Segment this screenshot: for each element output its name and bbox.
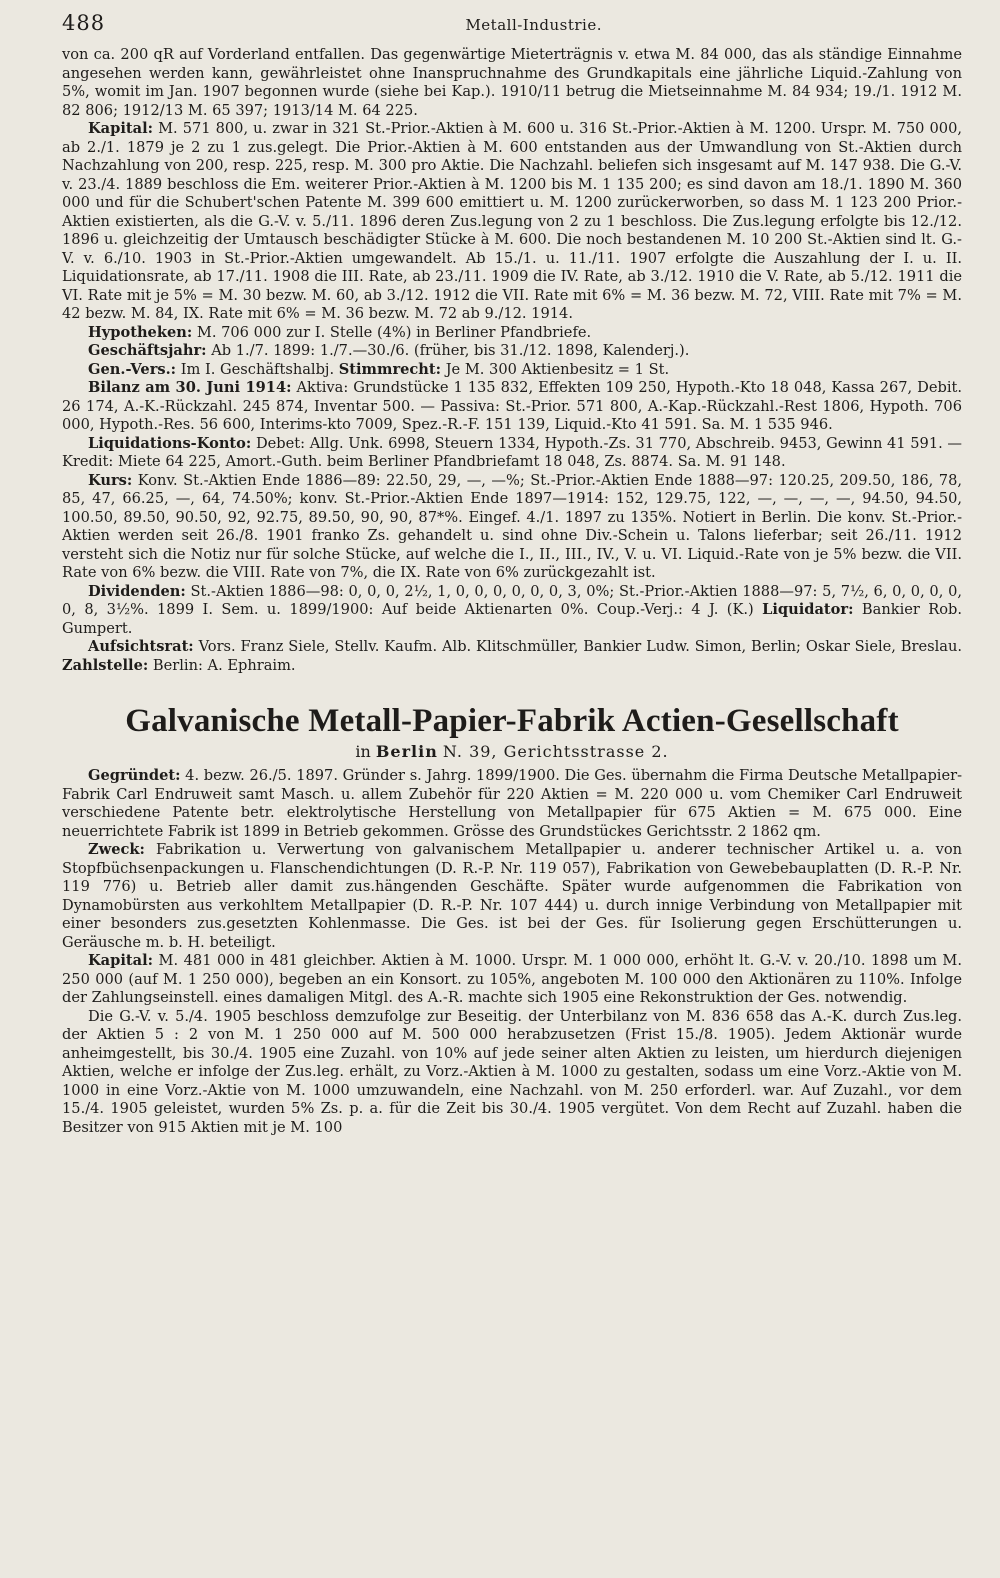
gegruendet-paragraph: Gegründet: 4. bezw. 26./5. 1897. Gründer s. Jahrg. 1899/1900. Die Ges. übernahm die Firma Deutsche Metallpapier-Fabrik Carl Endruweit samt Masch. u. allem Zubehör für 220 Aktien = M. 220 000 u. vom Chemiker Carl Endruweit verschiedene Patente betr. elektrolytische Herstellung von Metallpapier für 675 Aktien = M. 675 000. Eine neuerrichtete Fabrik ist 1899 in Betrieb gekommen. Grösse des Grundstückes Gerichtsstr. 2 1862 qm. <box>62 767 963 840</box>
kurs-label: Kurs: <box>88 471 133 489</box>
bilanz-label: Bilanz am 30. Juni 1914: <box>88 379 292 396</box>
hypotheken-paragraph: Hypotheken: M. 706 000 zur I. Stelle (4%) in Berliner Pfandbriefe. <box>88 323 592 341</box>
company-location: in Berlin N. 39, Gerichtsstrasse 2. <box>355 742 669 761</box>
liquidations-konto-label: Liquidations-Konto: <box>88 434 252 452</box>
company-title: Galvanische Metall-Papier-Fabrik Actien-Gesellschaft <box>125 703 899 739</box>
running-title: Metall-Industrie. <box>465 16 602 34</box>
kurs-paragraph: Kurs: Konv. St.-Aktien Ende 1886—89: 22.50, 29, —, —%; St.-Prior.-Aktien Ende 1888—97: 120.25, 209.50, 186, 78, 85, 47, 66.25, —, 64, 74.50%; konv. St.-Prior.-Aktien Ende 1897—1914: 152, 129.75, 122, —, —, —, —, 94.50, 94.50, 100.50, 89.50, 90.50, 92, 92.75, 89.50, 90, 90, 87*%. Eingef. 4./1. 1897 zu 135%. Notiert in Berlin. Die konv. St.-Prior.-Aktien werden seit 26./8. 1901 franko Zs. gehandelt u. sind ohne Div.-Schein u. Talons lieferbar; seit 26./11. 1912 versteht sich die Notiz nur für solche Stücke, auf welche die I., II., III., IV., V. u. VI. Liquid.-Rate von je 5% bezw. die VII. Rate von 6% bezw. die VIII. Rate von 7%, die IX. Rate von 6% zurückgezahlt ist. <box>62 471 962 581</box>
liquidator-label: Liquidator: <box>762 601 854 618</box>
geschaeftsjahr-label: Geschäftsjahr: <box>88 342 207 359</box>
company-entry <box>62 767 962 1137</box>
dividenden-label: Dividenden: <box>88 582 186 600</box>
zweck-paragraph: Zweck: Fabrikation u. Verwertung von galvanischem Metallpapier u. anderer technischer Artikel u. a. von Stopfbüchsenpackungen u. Flanschendichtungen (D. R.-P. Nr. 119 057), Fabrikation von Gewebebauplatten (D. R.-P. Nr. 119 776) u. Betrieb aller damit zus.hängenden Geschäfte. Später wurde aufgenommen die Fabrikation von Dynamobürsten aus verkohltem Metallpapier (D. R.-P. Nr. 107 444) u. durch innige Verbindung von Metallpapier mit einer besonders zus.gesetzten Kohlenmasse. Die Ges. ist bei der Ges. für Isolierung gegen Erschütterungen u. Geräusche m. b. H. beteiligt. <box>62 841 963 951</box>
gegruendet-label: Gegründet: <box>88 767 181 784</box>
kapital-paragraph: Kapital: M. 571 800, u. zwar in 321 St.-Prior.-Aktien à M. 600 u. 316 St.-Prior.-Aktien à M. 1200. Urspr. M. 750 000, ab 2./1. 1879 je 2 zu 1 zus.gelegt. Die Prior.-Aktien à M. 600 entstanden aus der Umwandlung von St.-Aktien durch Nachzahlung von 200, resp. 225, resp. M. 300 pro Aktie. Die Nachzahl. beliefen sich insgesamt auf M. 147 938. Die G.-V. v. 23./4. 1889 beschloss die Em. weiterer Prior.-Aktien à M. 1200 bis M. 1 135 200; es sind davon am 18./1. 1890 M. 360 000 und für die Schubert'schen Patente M. 399 600 emittiert u. M. 1200 zurückerworben, so dass M. 1 123 200 Prior.-Aktien existierten, als die G.-V. v. 5./11. 1896 deren Zus.legung von 2 zu 1 beschloss. Die Zus.legung erfolgte bis 12./12. 1896 u. gleichzeitig der Umtausch beschädigter Stücke à M. 600. Die noch bestandenen M. 10 200 St.-Aktien sind lt. G.-V. v. 6./10. 1903 in St.-Prior.-Aktien umgewandelt. Ab 15./1. u. 11./11. 1907 erfolgte die Auszahlung der I. u. II. Liquidationsrate, ab 17./11. 1908 die III. Rate, ab 23./11. 1909 die IV. Rate, ab 3./12. 1910 die V. Rate, ab 5./12. 1911 die VI. Rate mit je 5% = M. 30 bezw. M. 60, ab 3./12. 1912 die VII. Rate mit 6% = M. 36 bezw. M. 72, VIII. Rate mit 7% = M. 42 bezw. M. 84, IX. Rate mit 6% = M. 36 bezw. M. 72 ab 9./12. 1914. <box>62 120 962 322</box>
hypotheken-label: Hypotheken: <box>88 323 193 341</box>
intro-paragraph: von ca. 200 qR auf Vorderland entfallen. Das gegenwärtige Mieterträgnis v. etwa M. 84 000, das als ständige Einnahme angesehen werden kann, gewährleistet ohne Inanspruchnahme des Grundkapitals eine jährliche Liquid.-Zahlung von 5%, womit im Jan. 1907 begonnen wurde (siehe bei Kap.). 1910/11 betrug die Mietseinnahme M. 84 934; 19./1. 1912 M. 82 806; 1912/13 M. 65 397; 1913/14 M. 64 225. <box>62 46 962 119</box>
kapital-label: Kapital: <box>88 120 154 137</box>
company-kapital-continued: Die G.-V. v. 5./4. 1905 beschloss demzufolge zur Beseitig. der Unterbilanz von M. 836 658 das A.-K. durch Zus.leg. der Aktien 5 : 2 von M. 1 250 000 auf M. 500 000 herabzusetzen (Frist 15./8. 1905). Jedem Aktionär wurde anheimgestellt, bis 30./4. 1905 eine Zuzahl. von 10% auf jede seiner alten Aktien zu leisten, um hierdurch diejenigen Aktien, welche er infolge der Zus.leg. erhält, zu Vorz.-Aktien à M. 1000 zu gestalten, sodass um eine Vorz.-Aktie von M. 1000 in eine Vorz.-Aktie von M. 1000 umzuwandeln, eine Nachzahl. von M. 250 erforderl. war. Auf Zuzahl., vor dem 15./4. 1905 geleistet, wurden 5% Zs. p. a. für die Zeit bis 30./4. 1905 vergütet. Von dem Recht auf Zuzahl. haben die Besitzer von 915 Aktien mit je M. 100 <box>62 1007 962 1136</box>
geschaeftsjahr-paragraph: Geschäftsjahr: Ab 1./7. 1899: 1./7.—30./6. (früher, bis 31./12. 1898, Kalenderj.). <box>88 342 690 359</box>
dividenden-paragraph: Dividenden: St.-Aktien 1886—98: 0, 0, 0, 2½, 1, 0, 0, 0, 0, 0, 0, 3, 0%; St.-Prior.-Aktien 1888—97: 5, 7½, 6, 0, 0, 0, 0, 0, 8, 3½%. 1899 I. Sem. u. 1899/1900: Auf beide Aktienarten 0%. Coup.-Verj.: 4 J. (K.) Liquidator: Bankier Rob. Gumpert. <box>62 582 963 637</box>
company-address: N. 39, Gerichtsstrasse 2. <box>442 742 669 761</box>
company-city: Berlin <box>375 742 438 761</box>
bilanz-paragraph: Bilanz am 30. Juni 1914: Aktiva: Grundstücke 1 135 832, Effekten 109 250, Hypoth.-Kto 18 048, Kassa 267, Debit. 26 174, A.-K.-Rückzahl. 245 874, Inventar 500. — Passiva: St.-Prior. 571 800, A.-Kap.-Rückzahl.-Rest 1806, Hypoth. 706 000, Hypoth.-Res. 56 600, Interims-kto 7009, Spez.-R.-F. 151 139, Liquid.-Kto 41 591. Sa. M. 1 535 946. <box>62 379 962 433</box>
company-kapital-label: Kapital: <box>88 952 154 969</box>
liquidations-konto-paragraph: Liquidations-Konto: Debet: Allg. Unk. 6998, Steuern 1334, Hypoth.-Zs. 31 770, Abschreib. 9453, Gewinn 41 591. — Kredit: Miete 64 225, Amort.-Guth. beim Berliner Pfandbriefamt 18 048, Zs. 8874. Sa. M. 91 148. <box>62 434 963 470</box>
stimmrecht-label: Stimmrecht: <box>338 360 442 378</box>
page-header <box>62 8 962 46</box>
genvers-label: Gen.-Vers.: <box>88 360 177 378</box>
aufsichtsrat-label: Aufsichtsrat: <box>88 638 194 655</box>
page-number: 488 <box>62 11 106 35</box>
previous-company-entry <box>62 46 962 675</box>
zweck-label: Zweck: <box>88 841 145 858</box>
genvers-paragraph: Gen.-Vers.: Im I. Geschäftshalbj. Stimmrecht: Je M. 300 Aktienbesitz = 1 St. <box>88 360 670 378</box>
aufsichtsrat-paragraph: Aufsichtsrat: Vors. Franz Siele, Stellv. Kaufm. Alb. Klitschmüller, Bankier Ludw. Simon, Berlin; Oskar Siele, Breslau. Zahlstelle: Berlin: A. Ephraim. <box>62 638 963 674</box>
company-kapital-paragraph: Kapital: M. 481 000 in 481 gleichber. Aktien à M. 1000. Urspr. M. 1 000 000, erhöht lt. G.-V. v. 20./10. 1898 um M. 250 000 (auf M. 1 250 000), begeben an ein Konsort. zu 105%, angeboten M. 100 000 den Aktionären zu 110%. Infolge der Zahlungseinstell. eines damaligen Mitgl. des A.-R. machte sich 1905 eine Rekonstruktion der Ges. notwendig. <box>62 952 962 1006</box>
zahlstelle-label: Zahlstelle: <box>62 656 149 674</box>
